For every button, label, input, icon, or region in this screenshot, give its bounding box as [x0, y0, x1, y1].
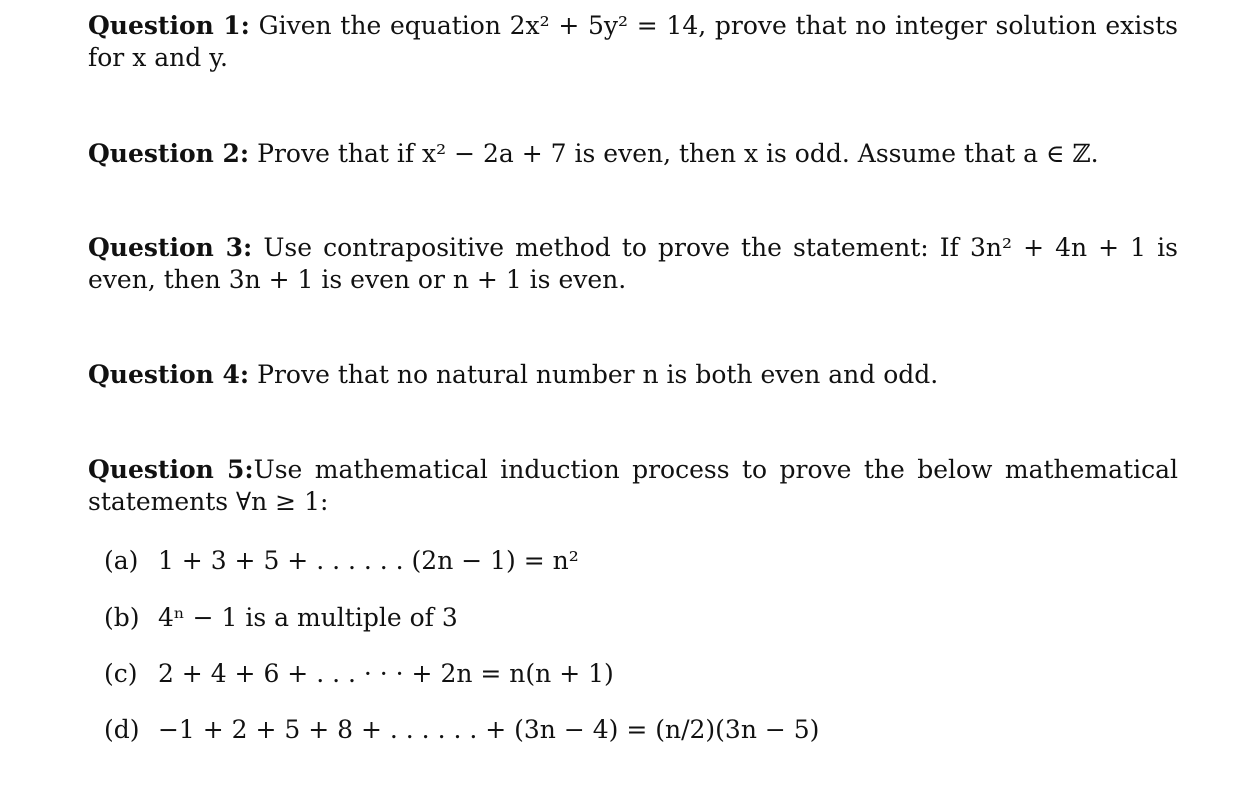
- list-item-a: [104, 545, 579, 577]
- question-5: [88, 454, 1178, 518]
- question-3: [88, 232, 1178, 296]
- item-b-label: (b): [104, 603, 140, 632]
- question-3-text: Use contrapositive method to prove the statement: If 3n² + 4n + 1 is even, then 3n + 1 is even or n + 1 is even.: [88, 233, 1178, 294]
- question-2-heading: Question 2:: [88, 139, 250, 168]
- item-d-label: (d): [104, 715, 140, 744]
- item-c-text: 2 + 4 + 6 + . . . · · · + 2n = n(n + 1): [157, 659, 614, 688]
- question-2: [88, 138, 1178, 170]
- question-4-text: Prove that no natural number n is both even and odd.: [257, 360, 939, 389]
- item-a-label: (a): [104, 546, 139, 575]
- item-c-label: (c): [104, 659, 138, 688]
- question-2-text: Prove that if x² − 2a + 7 is even, then x is odd. Assume that a ∈ ℤ.: [257, 139, 1099, 168]
- question-1-heading: Question 1:: [88, 11, 250, 40]
- question-3-heading: Question 3:: [88, 233, 253, 262]
- item-d-text: −1 + 2 + 5 + 8 + . . . . . . + (3n − 4) = (n/2)(3n − 5): [157, 715, 820, 744]
- question-1: [88, 10, 1178, 74]
- question-4-heading: Question 4:: [88, 360, 250, 389]
- list-item-d: [104, 714, 819, 746]
- list-item-c: [104, 658, 614, 690]
- question-4: [88, 359, 1178, 391]
- item-b-text: 4ⁿ − 1 is a multiple of 3: [157, 603, 458, 632]
- question-5-heading: Question 5:: [88, 455, 254, 484]
- question-5-text: Use mathematical induction process to prove the below mathematical statements ∀n ≥ 1:: [88, 455, 1178, 516]
- list-item-b: [104, 602, 458, 634]
- item-a-text: 1 + 3 + 5 + . . . . . . (2n − 1) = n²: [157, 546, 579, 575]
- question-1-text: Given the equation 2x² + 5y² = 14, prove that no integer solution exists for x and y.: [88, 11, 1178, 72]
